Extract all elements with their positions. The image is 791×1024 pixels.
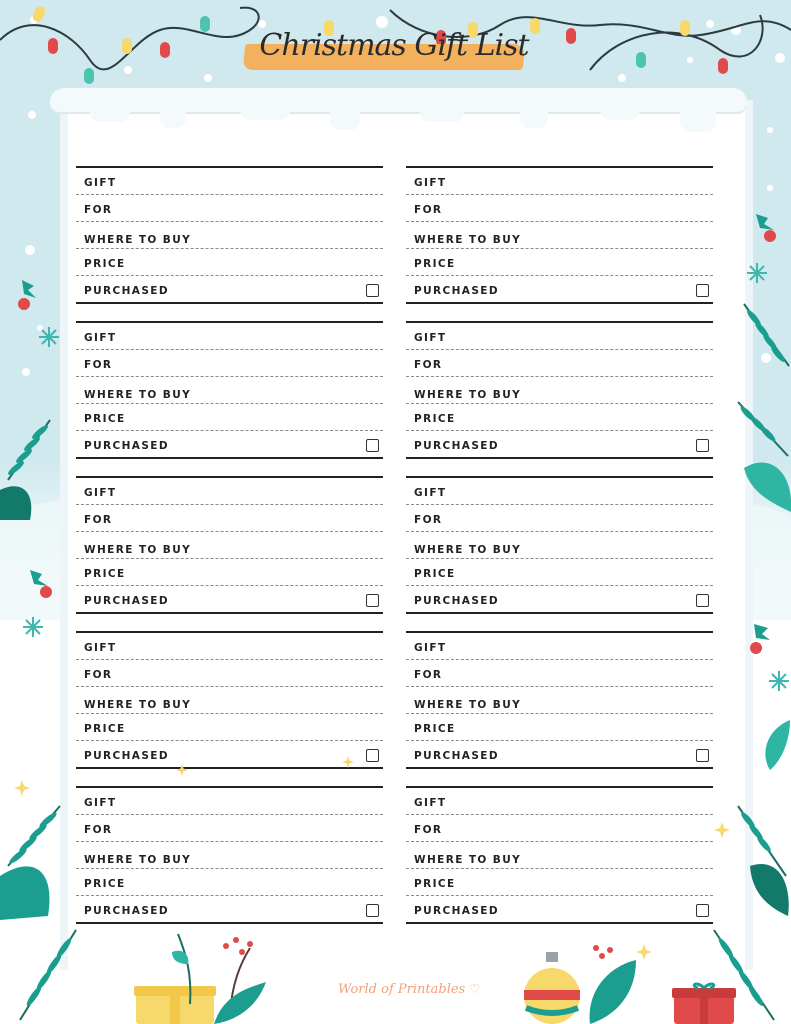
gift-field[interactable] [76,478,383,505]
price-label: PRICE [84,258,126,270]
where-to-buy-field[interactable] [406,222,713,249]
title-banner [244,28,544,80]
leaf-cluster-icon [756,716,791,772]
purchased-checkbox[interactable] [696,439,709,452]
price-field[interactable] [406,249,713,276]
purchased-label: PURCHASED [414,285,499,297]
gift-label: GIFT [84,332,117,344]
page-title: Christmas Gift List [259,28,529,63]
gift-field[interactable] [76,323,383,350]
purchased-label: PURCHASED [84,440,169,452]
gift-label: GIFT [414,797,447,809]
gift-box-icon [672,980,736,1024]
snowflake-icon [768,670,790,692]
gift-field[interactable] [406,168,713,195]
gift-label: GIFT [84,642,117,654]
star-icon [176,764,188,776]
purchased-row [76,431,383,457]
gift-entry [76,321,383,459]
purchased-row [406,896,713,922]
where-to-buy-label: WHERE TO BUY [414,389,522,401]
where-to-buy-label: WHERE TO BUY [84,699,192,711]
for-field[interactable] [76,505,383,532]
purchased-label: PURCHASED [84,595,169,607]
for-field[interactable] [406,815,713,842]
purchased-row [76,276,383,302]
purchased-row [406,586,713,612]
gift-entry [76,631,383,769]
for-label: FOR [414,669,443,681]
gift-field[interactable] [406,478,713,505]
snow-drip [520,106,548,128]
for-field[interactable] [76,350,383,377]
snowflake-icon [38,326,60,348]
purchased-checkbox[interactable] [696,904,709,917]
for-label: FOR [84,204,113,216]
price-label: PRICE [414,258,456,270]
price-label: PRICE [84,878,126,890]
price-field[interactable] [76,559,383,586]
purchased-row [76,586,383,612]
where-to-buy-field[interactable] [76,222,383,249]
price-field[interactable] [406,559,713,586]
purchased-checkbox[interactable] [366,904,379,917]
leaf-cluster-icon [580,940,640,1024]
purchased-label: PURCHASED [414,905,499,917]
holly-berry-icon [750,210,780,246]
snow-drip [420,106,464,122]
for-field[interactable] [406,505,713,532]
purchased-checkbox[interactable] [366,439,379,452]
where-to-buy-label: WHERE TO BUY [414,699,522,711]
snow-drip [680,106,716,132]
price-field[interactable] [406,869,713,896]
for-field[interactable] [406,350,713,377]
purchased-label: PURCHASED [414,440,499,452]
price-field[interactable] [406,404,713,431]
gift-entry [406,631,713,769]
gift-label: GIFT [84,487,117,499]
gift-field[interactable] [76,633,383,660]
where-to-buy-label: WHERE TO BUY [414,234,522,246]
where-to-buy-field[interactable] [76,532,383,559]
where-to-buy-label: WHERE TO BUY [84,234,192,246]
snow-drip [90,106,130,122]
where-to-buy-field[interactable] [76,377,383,404]
gift-field[interactable] [76,168,383,195]
gift-entry [406,321,713,459]
gift-entry [406,786,713,924]
where-to-buy-label: WHERE TO BUY [84,389,192,401]
purchased-label: PURCHASED [84,750,169,762]
purchased-label: PURCHASED [414,595,499,607]
gift-entry [76,166,383,304]
for-field[interactable] [76,815,383,842]
for-label: FOR [414,824,443,836]
pine-branch-icon [0,410,60,520]
brand-logo [338,982,498,997]
price-label: PRICE [84,723,126,735]
gift-field[interactable] [406,323,713,350]
gift-entry [76,786,383,924]
purchased-checkbox[interactable] [366,749,379,762]
purchased-label: PURCHASED [414,750,499,762]
purchased-row [76,741,383,767]
where-to-buy-field[interactable] [76,842,383,869]
for-label: FOR [414,514,443,526]
gift-label: GIFT [414,642,447,654]
gift-field[interactable] [406,633,713,660]
where-to-buy-field[interactable] [406,532,713,559]
purchased-row [406,431,713,457]
price-label: PRICE [84,568,126,580]
purchased-checkbox[interactable] [696,594,709,607]
price-field[interactable] [76,249,383,276]
where-to-buy-field[interactable] [76,687,383,714]
snow-drip [160,106,186,128]
gift-entry [76,476,383,614]
price-field[interactable] [76,869,383,896]
for-field[interactable] [406,660,713,687]
where-to-buy-field[interactable] [406,687,713,714]
price-label: PRICE [84,413,126,425]
gift-entry [406,476,713,614]
for-label: FOR [84,669,113,681]
where-to-buy-label: WHERE TO BUY [84,854,192,866]
gift-label: GIFT [414,487,447,499]
for-label: FOR [84,359,113,371]
gift-field[interactable] [406,788,713,815]
pine-branch-icon [0,920,90,1024]
gift-label: GIFT [414,332,447,344]
pine-branch-icon [730,392,791,522]
for-field[interactable] [406,195,713,222]
where-to-buy-field[interactable] [406,377,713,404]
purchased-label: PURCHASED [84,285,169,297]
price-field[interactable] [76,404,383,431]
holly-berry-icon [26,566,56,602]
snowflake-icon [22,616,44,638]
snowflake-icon [746,262,768,284]
gift-label: GIFT [414,177,447,189]
purchased-checkbox[interactable] [696,284,709,297]
berry-sprig-icon [170,924,270,1024]
where-to-buy-label: WHERE TO BUY [84,544,192,556]
price-label: PRICE [414,723,456,735]
snow-drip [330,106,360,130]
price-field[interactable] [406,714,713,741]
gift-label: GIFT [84,177,117,189]
heart-icon: ♡ [469,982,481,996]
star-icon [714,822,730,838]
purchased-row [76,896,383,922]
snow-cap [50,88,747,112]
purchased-row [406,276,713,302]
for-field[interactable] [76,660,383,687]
snow-drip [600,106,640,120]
gift-field[interactable] [76,788,383,815]
purchased-label: PURCHASED [84,905,169,917]
gift-entry [406,166,713,304]
snow-drip [240,106,290,120]
for-label: FOR [414,359,443,371]
where-to-buy-label: WHERE TO BUY [414,544,522,556]
price-label: PRICE [414,878,456,890]
holly-berry-icon [744,620,774,656]
where-to-buy-field[interactable] [406,842,713,869]
purchased-checkbox[interactable] [696,749,709,762]
holly-berry-icon [14,276,44,312]
for-field[interactable] [76,195,383,222]
for-label: FOR [84,824,113,836]
price-field[interactable] [76,714,383,741]
star-icon [342,756,354,768]
where-to-buy-label: WHERE TO BUY [414,854,522,866]
pine-branch-icon [734,296,791,386]
for-label: FOR [414,204,443,216]
purchased-checkbox[interactable] [366,284,379,297]
purchased-row [406,741,713,767]
price-label: PRICE [414,568,456,580]
for-label: FOR [84,514,113,526]
brand-name: World of Printables [338,982,466,997]
star-icon [14,780,30,796]
gift-label: GIFT [84,797,117,809]
purchased-checkbox[interactable] [366,594,379,607]
price-label: PRICE [414,413,456,425]
ornament-icon [522,952,582,1024]
pine-branch-icon [0,796,70,926]
